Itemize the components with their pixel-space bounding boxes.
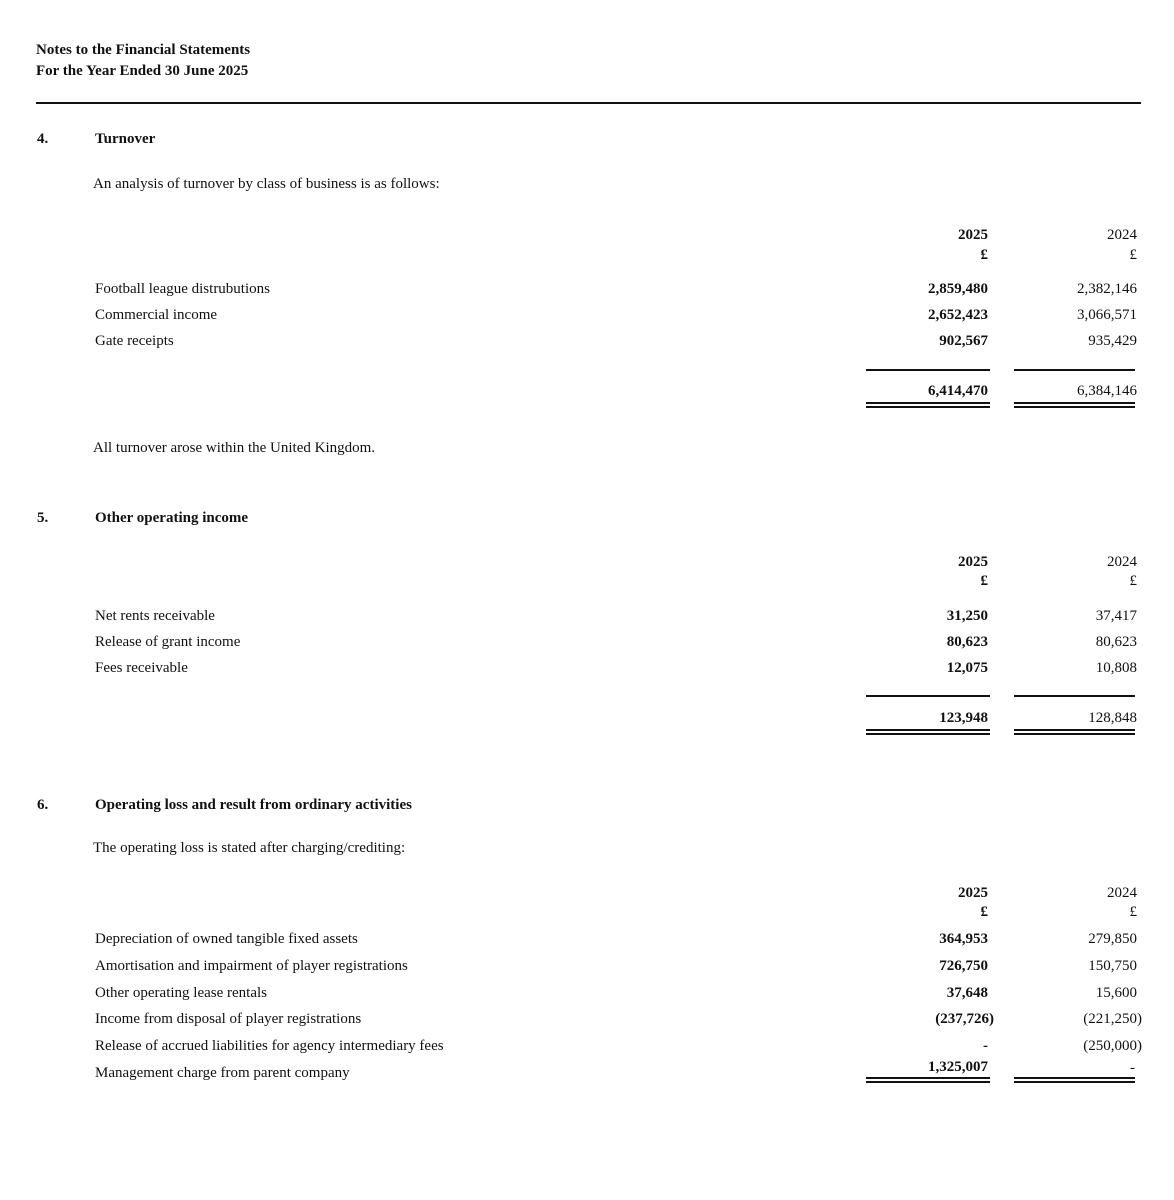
note-6-row-label: Other operating lease rentals (95, 985, 268, 1001)
note-4-currency-2024: £ (1129, 247, 1137, 263)
note-5-row-label: Release of grant income (95, 634, 241, 650)
note-6-row-2024: 150,750 (1088, 958, 1137, 974)
total-double-rule (1014, 1077, 1135, 1079)
note-4-total-2024: 6,384,146 (1077, 383, 1137, 399)
total-double-rule (866, 729, 990, 731)
note-4-row-2024: 3,066,571 (1077, 307, 1137, 323)
note-6-row-2024: 279,850 (1088, 931, 1137, 947)
document-subtitle: For the Year Ended 30 June 2025 (36, 63, 249, 79)
note-4-row-2025: 902,567 (939, 333, 988, 349)
total-double-rule (1014, 1081, 1135, 1083)
note-4-row-label: Commercial income (95, 307, 218, 323)
note-4-col-2024: 2024 (1107, 227, 1137, 243)
note-6-row-2025: 37,648 (946, 985, 988, 1001)
total-double-rule (1014, 402, 1135, 404)
note-5-total-2024: 128,848 (1088, 710, 1137, 726)
total-double-rule (866, 1081, 990, 1083)
total-double-rule (866, 406, 990, 408)
note-4-row-2025: 2,859,480 (928, 281, 988, 297)
note-6-currency-2024: £ (1129, 904, 1137, 920)
total-double-rule (1014, 733, 1135, 735)
note-4-row-2025: 2,652,423 (928, 307, 988, 323)
note-5-currency-2025: £ (980, 573, 988, 589)
note-4-row-label: Football league distrubutions (95, 281, 270, 297)
note-5-total-2025: 123,948 (939, 710, 988, 726)
subtotal-rule (866, 695, 990, 697)
note-4-number: 4. (37, 131, 49, 147)
note-6-row-2024: (221,250) (1083, 1011, 1142, 1027)
note-6-currency-2025: £ (980, 904, 988, 920)
note-5-row-2025: 80,623 (946, 634, 988, 650)
note-6-row-2024: - (1130, 1060, 1135, 1076)
note-6-row-label: Release of accrued liabilities for agency intermediary fees (95, 1038, 444, 1054)
note-5-col-2025: 2025 (958, 554, 988, 570)
note-6-intro: The operating loss is stated after charging/crediting: (93, 840, 406, 856)
note-5-row-2024: 10,808 (1095, 660, 1137, 676)
note-6-row-2024: 15,600 (1095, 985, 1137, 1001)
note-4-row-label: Gate receipts (95, 333, 174, 349)
note-5-currency-2024: £ (1129, 573, 1137, 589)
note-6-col-2025: 2025 (958, 885, 988, 901)
note-5-row-2025: 12,075 (946, 660, 988, 676)
note-6-col-2024: 2024 (1107, 885, 1137, 901)
note-5-number: 5. (37, 510, 49, 526)
subtotal-rule (866, 369, 990, 371)
note-4-currency-2025: £ (980, 247, 988, 263)
note-4-col-2025: 2025 (958, 227, 988, 243)
note-6-row-label: Income from disposal of player registrations (95, 1011, 362, 1027)
total-double-rule (866, 1077, 990, 1079)
note-6-row-label: Management charge from parent company (95, 1065, 350, 1081)
note-6-row-label: Amortisation and impairment of player registrations (95, 958, 408, 974)
total-double-rule (1014, 406, 1135, 408)
note-4-footnote: All turnover arose within the United Kingdom. (93, 440, 376, 456)
note-6-row-2025: 1,325,007 (928, 1059, 988, 1075)
note-5-row-label: Net rents receivable (95, 608, 215, 624)
note-5-title: Other operating income (95, 510, 249, 526)
note-5-row-2025: 31,250 (946, 608, 988, 624)
note-6-row-2025: 364,953 (939, 931, 988, 947)
note-4-total-2025: 6,414,470 (928, 383, 988, 399)
note-4-intro: An analysis of turnover by class of business is as follows: (93, 176, 440, 192)
note-4-title: Turnover (95, 131, 156, 147)
note-6-row-2025: (237,726) (935, 1011, 994, 1027)
note-6-row-label: Depreciation of owned tangible fixed assets (95, 931, 358, 947)
note-6-title: Operating loss and result from ordinary activities (95, 797, 412, 813)
note-5-col-2024: 2024 (1107, 554, 1137, 570)
note-6-row-2025: - (983, 1038, 988, 1054)
note-6-row-2025: 726,750 (939, 958, 988, 974)
total-double-rule (866, 733, 990, 735)
header-divider (36, 102, 1141, 104)
document-title: Notes to the Financial Statements (36, 42, 251, 58)
subtotal-rule (1014, 695, 1135, 697)
note-6-row-2024: (250,000) (1083, 1038, 1142, 1054)
total-double-rule (866, 402, 990, 404)
note-5-row-2024: 80,623 (1095, 634, 1137, 650)
note-6-number: 6. (37, 797, 49, 813)
note-5-row-2024: 37,417 (1095, 608, 1137, 624)
note-5-row-label: Fees receivable (95, 660, 188, 676)
total-double-rule (1014, 729, 1135, 731)
note-4-row-2024: 2,382,146 (1077, 281, 1137, 297)
note-4-row-2024: 935,429 (1088, 333, 1137, 349)
subtotal-rule (1014, 369, 1135, 371)
